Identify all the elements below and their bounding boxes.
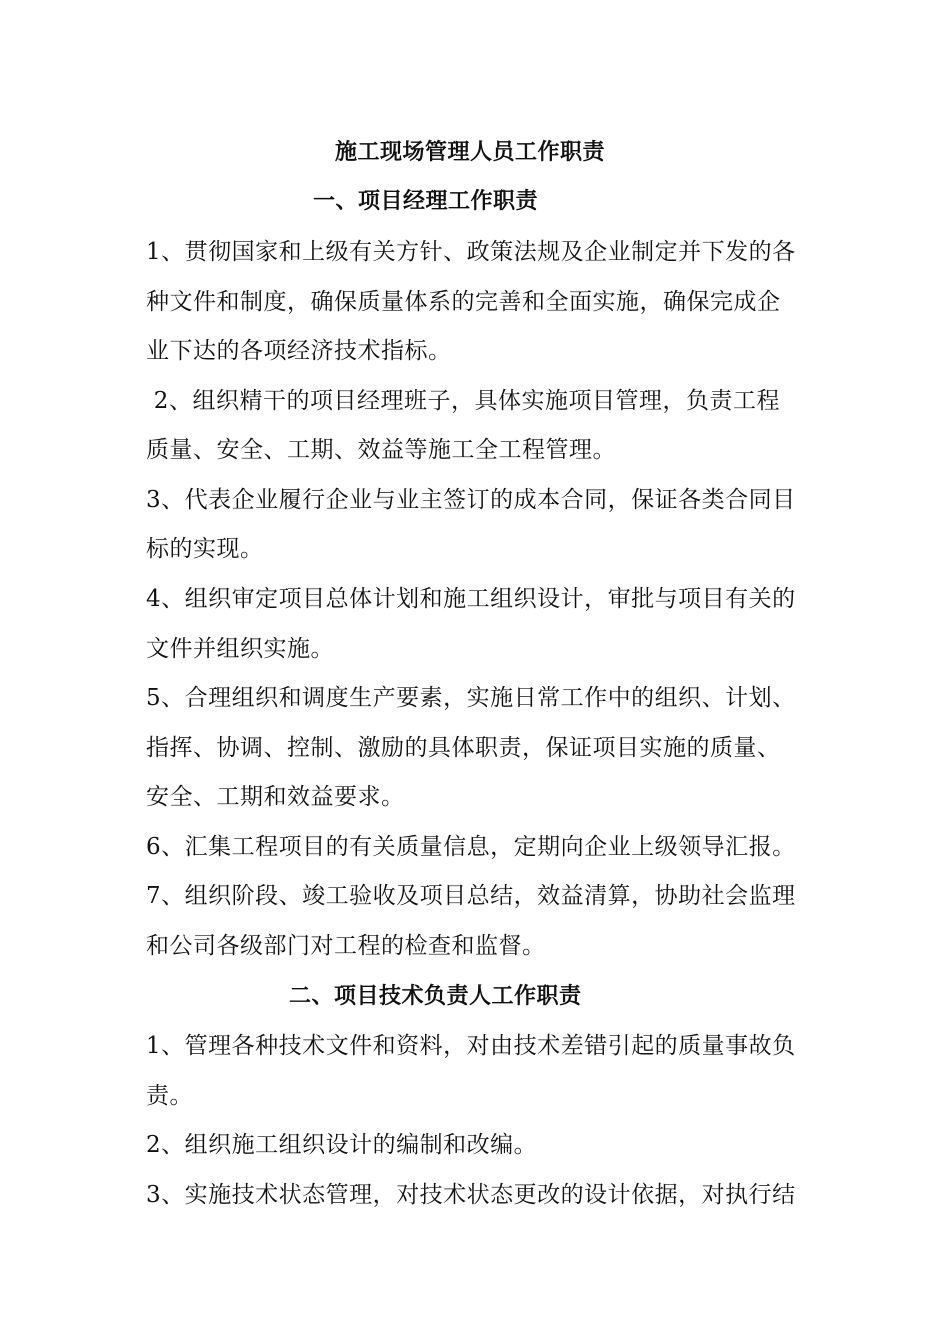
- section-heading: 二、项目技术负责人工作职责: [289, 983, 582, 1009]
- paragraph-line: 指挥、协调、控制、激励的具体职责，保证项目实施的质量、: [146, 735, 781, 761]
- paragraph-line: 标的实现。: [146, 536, 264, 562]
- paragraph-line: 文件并组织实施。: [146, 636, 334, 662]
- paragraph-line: 5、合理组织和调度生产要素，实施日常工作中的组织、计划、: [146, 685, 796, 711]
- paragraph-line: 1、管理各种技术文件和资料，对由技术差错引起的质量事故负: [146, 1033, 796, 1059]
- paragraph-line: 3、代表企业履行企业与业主签订的成本合同，保证各类合同目: [146, 487, 796, 513]
- paragraph-line: 2、组织施工组织设计的编制和改编。: [146, 1132, 538, 1158]
- paragraph-line: 7、组织阶段、竣工验收及项目总结，效益清算，协助社会监理: [146, 883, 796, 909]
- paragraph-line: 和公司各级部门对工程的检查和监督。: [146, 933, 546, 959]
- paragraph-line: 安全、工期和效益要求。: [146, 784, 405, 810]
- section-heading: 一、项目经理工作职责: [313, 188, 539, 214]
- document-title: 施工现场管理人员工作职责: [335, 139, 606, 165]
- paragraph-line: 责。: [146, 1083, 193, 1109]
- paragraph-line: 3、实施技术状态管理，对技术状态更改的设计依据，对执行结: [146, 1182, 796, 1208]
- paragraph-line: 6、汇集工程项目的有关质量信息，定期向企业上级领导汇报。: [146, 834, 796, 860]
- paragraph-line: 1、贯彻国家和上级有关方针、政策法规及企业制定并下发的各: [146, 239, 796, 265]
- paragraph-line: 2、组织精干的项目经理班子，具体实施项目管理，负责工程: [146, 388, 780, 414]
- paragraph-line: 种文件和制度，确保质量体系的完善和全面实施，确保完成企: [146, 289, 781, 315]
- paragraph-line: 质量、安全、工期、效益等施工全工程管理。: [146, 437, 616, 463]
- paragraph-line: 业下达的各项经济技术指标。: [146, 338, 452, 364]
- paragraph-line: 4、组织审定项目总体计划和施工组织设计，审批与项目有关的: [146, 586, 796, 612]
